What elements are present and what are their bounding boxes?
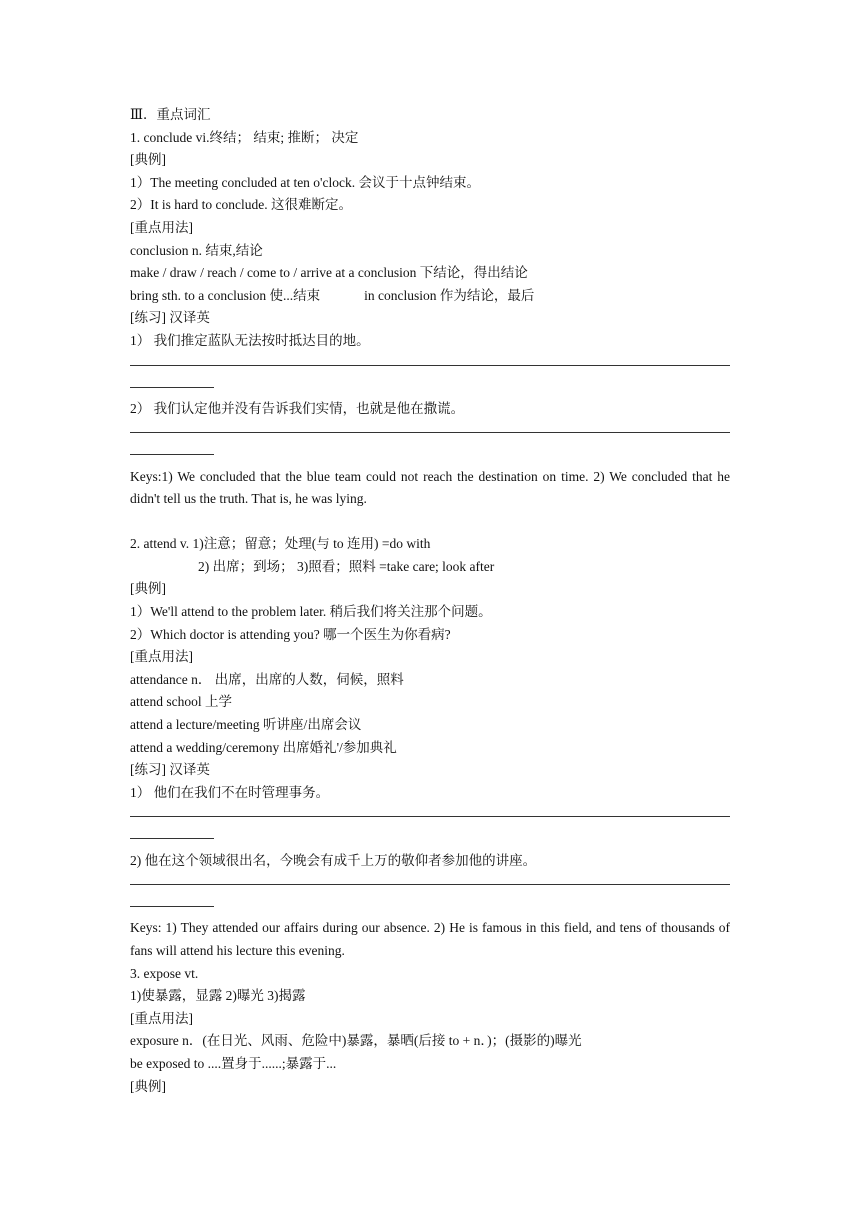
word2-examples-label: [典例] — [130, 581, 166, 597]
word1-practice-label: [练习] 汉译英 — [130, 310, 210, 326]
word1-heading: 1. conclude vi.终结； 结束; 推断； 决定 — [130, 129, 359, 145]
answer-line[interactable] — [130, 872, 730, 917]
word1-usage-3b: in conclusion 作为结论，最后 — [364, 287, 535, 303]
answer-line[interactable] — [130, 353, 730, 398]
word2-heading-continued: 2) 出席；到场； 3)照看；照料 =take care; look after — [198, 558, 495, 574]
word3-heading: 3. expose vt. — [130, 965, 199, 981]
word2-usage-label: [重点用法] — [130, 649, 193, 665]
word3-examples-label: [典例] — [130, 1078, 166, 1094]
word2-usage-3: attend a lecture/meeting 听讲座/出席会议 — [130, 717, 362, 733]
word2-usage-4: attend a wedding/ceremony 出席婚礼'/参加典礼 — [130, 739, 397, 755]
word1-examples-label: [典例] — [130, 152, 166, 168]
word3-usage-1: exposure n．(在日光、风雨、危险中)暴露，暴晒(后接 to + n．)；(摄影的)曝光 — [130, 1033, 582, 1049]
word2-example-2: 2）Which doctor is attending you? 哪一个医生为你看病? — [130, 626, 451, 642]
word1-practice-1: 1） 我们推定蓝队无法按时抵达目的地。 — [130, 332, 370, 348]
section-title: Ⅲ．重点词汇 — [130, 107, 211, 122]
word2-usage-1: attendance n． 出席，出席的人数，伺候，照料 — [130, 671, 404, 687]
word2-practice-2: 2) 他在这个领域很出名，今晚会有成千上万的敬仰者参加他的讲座。 — [130, 852, 537, 868]
word2-heading: 2. attend v. 1)注意；留意；处理(与 to 连用) =do with — [130, 536, 431, 552]
word3-usage-2: be exposed to ....置身于......;暴露于... — [130, 1055, 337, 1071]
word1-example-2: 2）It is hard to conclude. 这很难断定。 — [130, 197, 352, 213]
word1-keys: Keys:1) We concluded that the blue team could not reach the destination on time. 2) We concluded that he didn't tell us the truth. That is, he was lying. — [130, 468, 730, 507]
word2-practice-1: 1） 他们在我们不在时管理事务。 — [130, 784, 330, 800]
word1-example-1: 1）The meeting concluded at ten o'clock. 会议于十点钟结束。 — [130, 174, 480, 190]
word2-example-1: 1）We'll attend to the problem later. 稍后我们将关注那个问题。 — [130, 604, 492, 620]
word3-usage-label: [重点用法] — [130, 1010, 193, 1026]
answer-line[interactable] — [130, 804, 730, 849]
word1-usage-1: conclusion n. 结束,结论 — [130, 242, 263, 258]
document-page — [130, 104, 730, 1098]
word1-practice-2: 2） 我们认定他并没有告诉我们实情，也就是他在撒谎。 — [130, 400, 465, 416]
spacer — [130, 511, 730, 534]
word1-usage-3 — [130, 285, 730, 308]
word2-usage-2: attend school 上学 — [130, 694, 232, 710]
word1-usage-3a: bring sth. to a conclusion 使...结束 — [130, 287, 321, 303]
word1-usage-2: make / draw / reach / come to / arrive at a conclusion 下结论，得出结论 — [130, 265, 528, 281]
word2-practice-label: [练习] 汉译英 — [130, 762, 210, 778]
answer-line[interactable] — [130, 420, 730, 465]
word2-keys: Keys: 1) They attended our affairs during our absence. 2) He is famous in this field, and tens of thousands of fans will attend his lecture this evening. — [130, 920, 730, 958]
word3-meanings: 1)使暴露，显露 2)曝光 3)揭露 — [130, 988, 306, 1004]
word1-usage-label: [重点用法] — [130, 219, 193, 235]
